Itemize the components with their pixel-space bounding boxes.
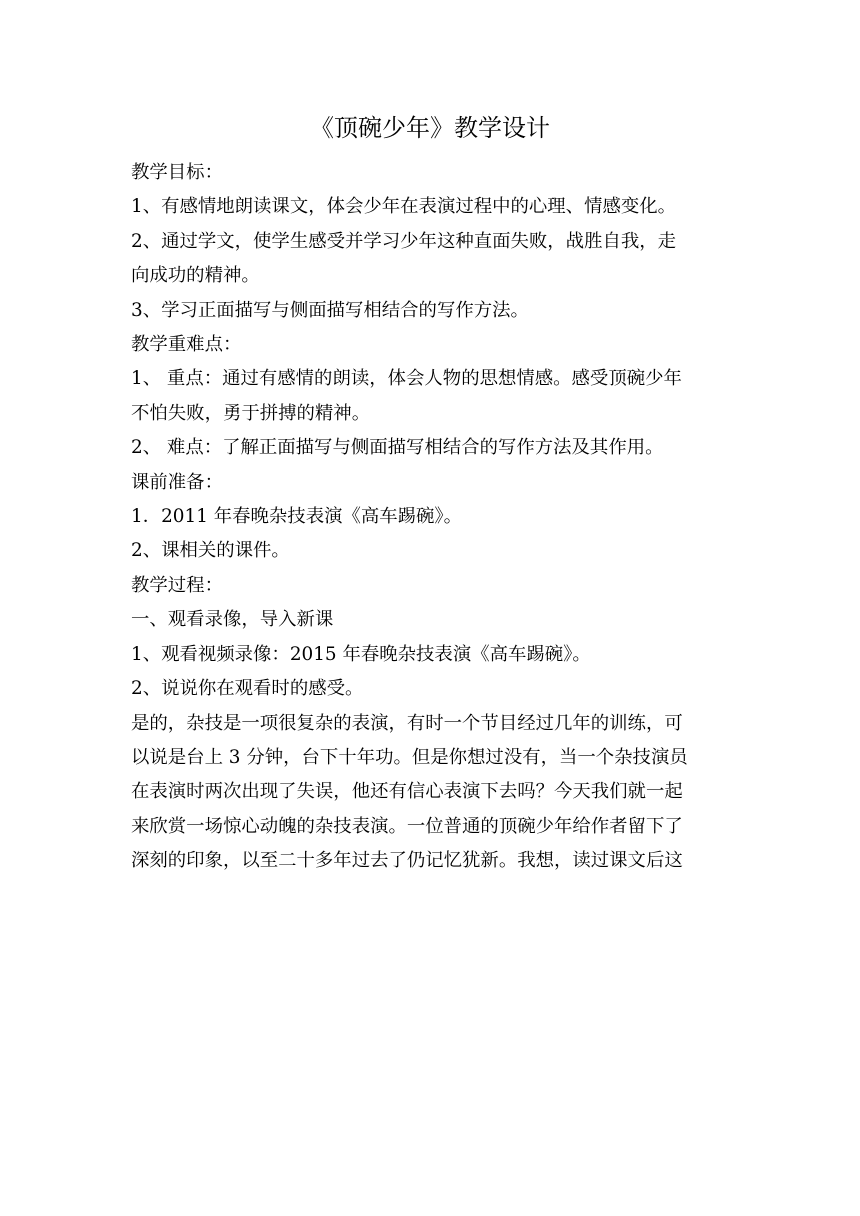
text-line: 是的，杂技是一项很复杂的表演，有时一个节目经过几年的训练，可 (131, 712, 683, 734)
text-line: 来欣赏一场惊心动魄的杂技表演。一位普通的顶碗少年给作者留下了 (131, 815, 683, 837)
text-line: 1、有感情地朗读课文，体会少年在表演过程中的心理、情感变化。 (131, 196, 677, 218)
text-line: 在表演时两次出现了失误，他还有信心表演下去吗？今天我们就一起 (131, 781, 683, 803)
text-line: 课前准备： (131, 471, 223, 493)
text-line: 1、 重点：通过有感情的朗读，体会人物的思想情感。感受顶碗少年 (131, 368, 682, 390)
text-line: 深刻的印象，以至二十多年过去了仍记忆犹新。我想，读过课文后这 (131, 850, 683, 872)
text-line: 2、说说你在观看时的感受。 (131, 678, 364, 700)
text-line: 2、课相关的课件。 (131, 540, 290, 562)
text-line: 向成功的精神。 (131, 265, 260, 287)
text-line: 1．2011 年春晚杂技表演《高车踢碗》。 (131, 506, 463, 528)
text-line: 教学目标： (131, 162, 223, 183)
text-line: 以说是台上 3 分钟，台下十年功。但是你想过没有，当一个杂技演员 (131, 746, 688, 768)
text-line: 不怕失败，勇于拼搏的精神。 (131, 402, 371, 424)
text-line: 2、 难点：了解正面描写与侧面描写相结合的写作方法及其作用。 (131, 437, 664, 459)
text-line: 教学重难点： (131, 334, 242, 356)
document-title: 《顶碗少年》教学设计 (310, 114, 550, 142)
document-body (131, 156, 731, 879)
text-line: 一、观看录像，导入新课 (131, 609, 334, 631)
text-line: 1、观看视频录像：2015 年春晚杂技表演《高车踢碗》。 (131, 643, 591, 665)
text-line: 教学过程： (131, 574, 223, 596)
text-line: 2、通过学文，使学生感受并学习少年这种直面失败，战胜自我，走 (131, 230, 677, 252)
text-line: 3、学习正面描写与侧面描写相结合的写作方法。 (131, 299, 529, 321)
